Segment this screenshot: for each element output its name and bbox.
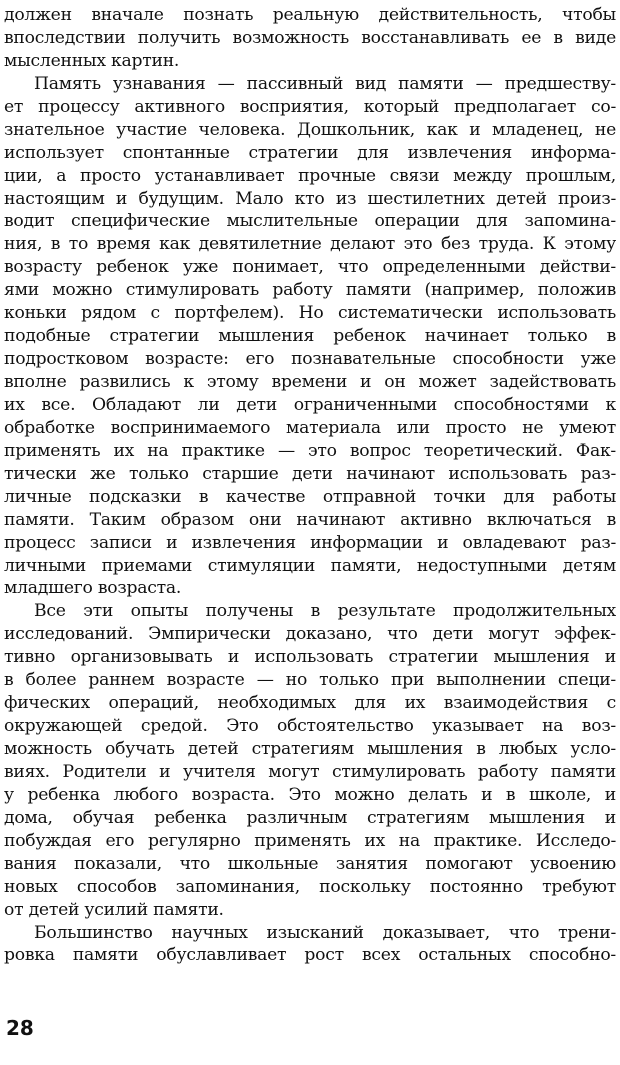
text-line: дома, обучая ребенка различным стратегиям мышления и [4, 807, 616, 828]
book-page [4, 0, 616, 1065]
text-line: исследований. Эмпирически доказано, что дети могут эффек- [4, 624, 616, 645]
text-line: Память узнавания — пассивный вид памяти — предшеству- [34, 73, 616, 94]
page-number: 28 [6, 1016, 34, 1040]
text-line: личными приемами стимуляции памяти, недоступными детям [4, 555, 616, 576]
text-line: обработке воспринимаемого материала или просто не умеют [4, 417, 616, 438]
text-line: ями можно стимулировать работу памяти (например, положив [4, 280, 616, 301]
text-line: от детей усилий памяти. [4, 899, 224, 920]
text-line: окружающей средой. Это обстоятельство указывает на воз- [4, 716, 616, 737]
text-line: применять их на практике — это вопрос теоретический. Фак- [4, 440, 616, 461]
text-line: водит специфические мыслительные операции для запомина- [4, 211, 616, 232]
text-line: вполне развились к этому времени и он может задействовать [4, 372, 616, 392]
text-line: процесс записи и извлечения информации и овладевают раз- [4, 532, 616, 553]
text-line: ции, а просто устанавливает прочные связи между прошлым, [4, 165, 616, 186]
text-line: тивно организовывать и использовать стратегии мышления и [4, 647, 616, 668]
text-line: возрасту ребенок уже понимает, что определенными действи- [4, 257, 616, 278]
text-line: у ребенка любого возраста. Это можно делать и в школе, и [4, 784, 616, 805]
text-line: коньки рядом с портфелем). Но систематически использовать [4, 303, 616, 324]
paragraph [4, 600, 616, 921]
text-line: впоследствии получить возможность восстанавливать ее в виде [4, 27, 616, 48]
text-line: мысленных картин. [4, 50, 180, 71]
text-line: ет процессу активного восприятия, который предполагает со- [4, 96, 616, 117]
text-line: подростковом возрасте: его познавательные способности уже [4, 349, 616, 370]
text-line: ния, в то время как девятилетние делают это без труда. К этому [4, 234, 616, 255]
paragraph [4, 4, 616, 73]
text-line: подобные стратегии мышления ребенок начинает только в [4, 326, 616, 347]
text-line: ровка памяти обуславливает рост всех остальных способно- [4, 945, 616, 966]
paragraph [4, 73, 616, 601]
text-line: знательное участие человека. Дошкольник, как и младенец, не [4, 119, 616, 140]
text-line: Большинство научных изысканий доказывает, что трени- [34, 922, 616, 943]
text-line: Все эти опыты получены в результате продолжительных [34, 601, 616, 622]
text-line: новых способов запоминания, поскольку постоянно требуют [4, 876, 616, 897]
text-line: можность обучать детей стратегиям мышления в любых усло- [4, 739, 616, 759]
text-line: вания показали, что школьные занятия помогают усвоению [4, 853, 616, 874]
body-text [4, 4, 616, 967]
text-line: должен вначале познать реальную действительность, чтобы [4, 5, 616, 25]
text-line: фических операций, необходимых для их взаимодействия с [4, 693, 616, 714]
text-line: младшего возраста. [4, 578, 182, 599]
text-line: виях. Родители и учителя могут стимулировать работу памяти [4, 761, 616, 782]
text-line: тически же только старшие дети начинают использовать раз- [4, 463, 616, 484]
text-line: использует спонтанные стратегии для извлечения информа- [4, 142, 616, 163]
text-line: побуждая его регулярно применять их на практике. Исследо- [4, 830, 616, 851]
text-line: личные подсказки в качестве отправной точки для работы [4, 486, 616, 507]
text-line: настоящим и будущим. Мало кто из шестилетних детей произ- [4, 188, 616, 209]
text-line: в более раннем возрасте — но только при выполнении специ- [4, 670, 616, 691]
text-line: памяти. Таким образом они начинают активно включаться в [4, 509, 616, 530]
paragraph [4, 922, 616, 968]
text-line: их все. Обладают ли дети ограниченными способностями к [4, 394, 616, 415]
